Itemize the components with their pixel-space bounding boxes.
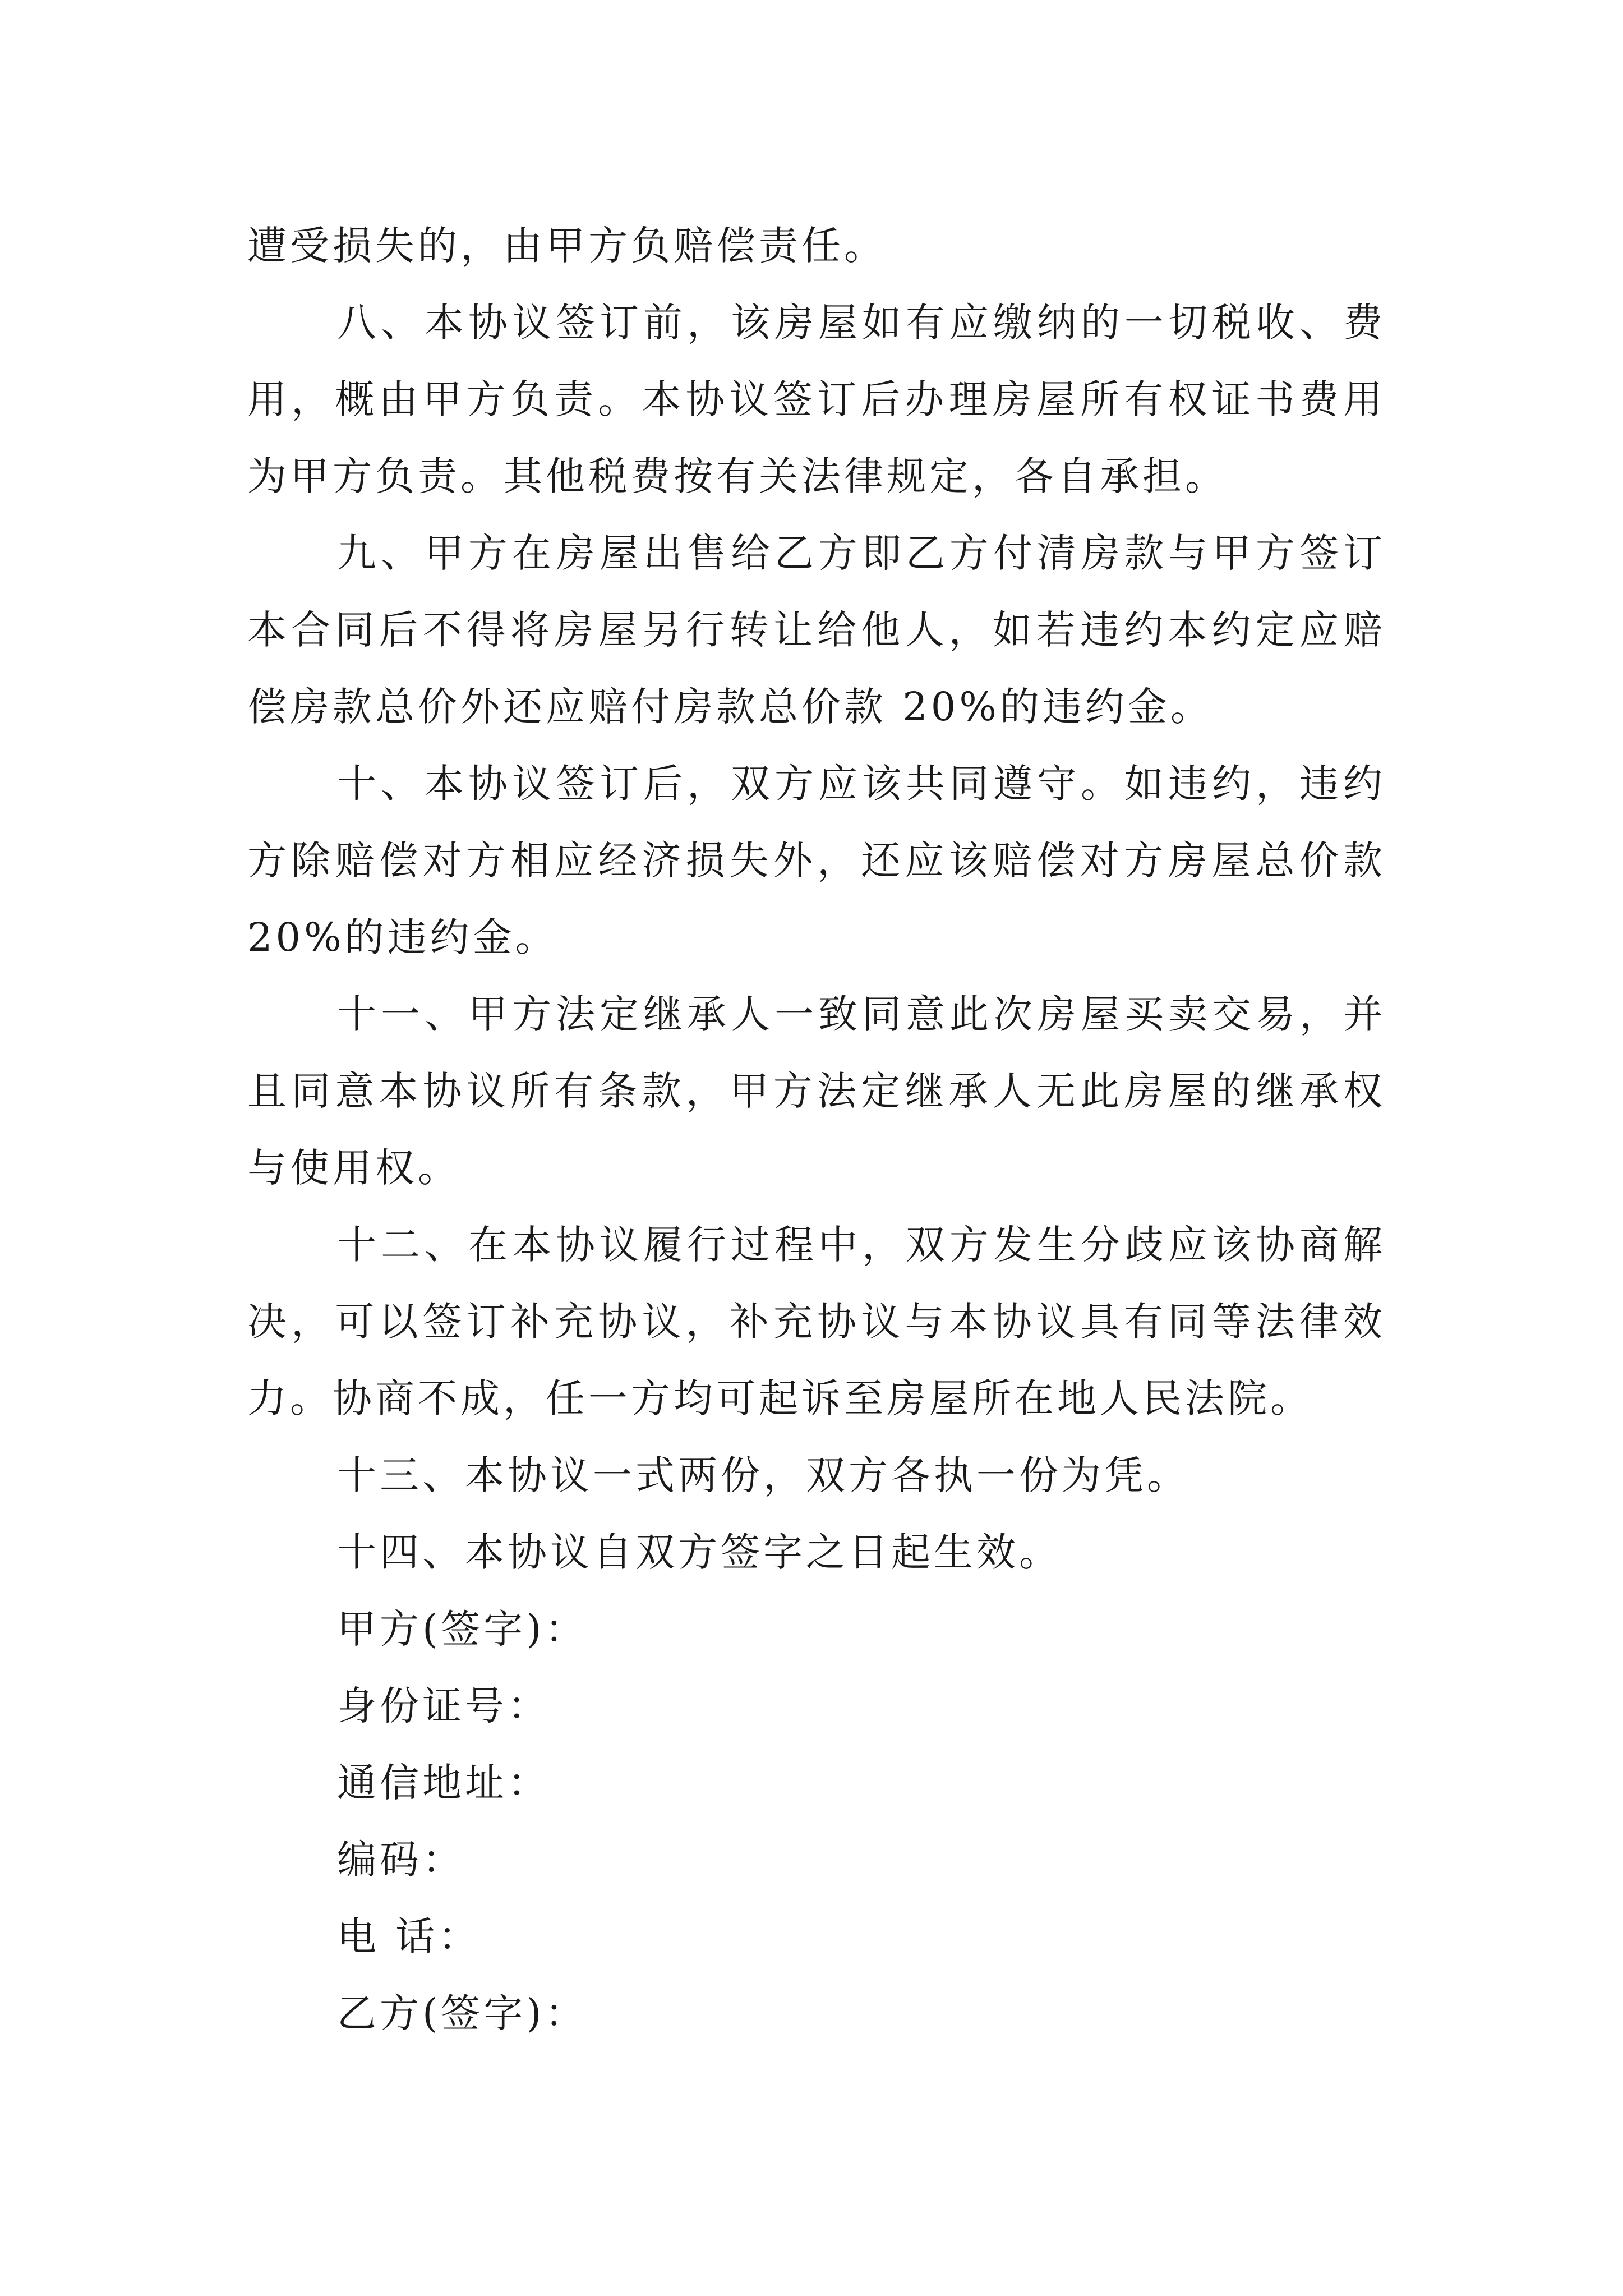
postal-code-label: 编码： xyxy=(337,1837,465,1883)
clause-13: 十三、本协议一式两份，双方各执一份为凭。 xyxy=(337,1452,1189,1498)
party-a-signature-label: 甲方(签字)： xyxy=(337,1606,588,1652)
clause-12: 十二、在本协议履行过程中，双方发生分歧应该协商解决，可以签订补充协议，补充协议与本协议具有同等法律效力。协商不成，任一方均可起诉至房屋所在地人民法院。 xyxy=(247,1222,1386,1421)
id-number-label: 身份证号： xyxy=(337,1683,550,1729)
clause-14: 十四、本协议自双方签字之日起生效。 xyxy=(337,1529,1062,1575)
mailing-address-label: 通信地址： xyxy=(337,1760,550,1806)
party-b-signature-label: 乙方(签字)： xyxy=(337,1990,588,2036)
clause-11: 十一、甲方法定继承人一致同意此次房屋买卖交易，并且同意本协议所有条款，甲方法定继承人无此房屋的继承权与使用权。 xyxy=(247,991,1386,1191)
document-body xyxy=(247,208,1386,2052)
clause-8: 八、本协议签订前，该房屋如有应缴纳的一切税收、费用，概由甲方负责。本协议签订后办理房屋所有权证书费用为甲方负责。其他税费按有关法律规定，各自承担。 xyxy=(247,300,1386,499)
phone-label: 电 话： xyxy=(337,1913,481,1959)
paragraph-continuation: 遭受损失的，由甲方负赔偿责任。 xyxy=(247,223,887,269)
clause-9: 九、甲方在房屋出售给乙方即乙方付清房款与甲方签订本合同后不得将房屋另行转让给他人，如若违约本约定应赔偿房款总价外还应赔付房款总价款 20%的违约金。 xyxy=(247,530,1386,730)
clause-10: 十、本协议签订后，双方应该共同遵守。如违约，违约方除赔偿对方相应经济损失外，还应该赔偿对方房屋总价款 20%的违约金。 xyxy=(247,761,1386,960)
